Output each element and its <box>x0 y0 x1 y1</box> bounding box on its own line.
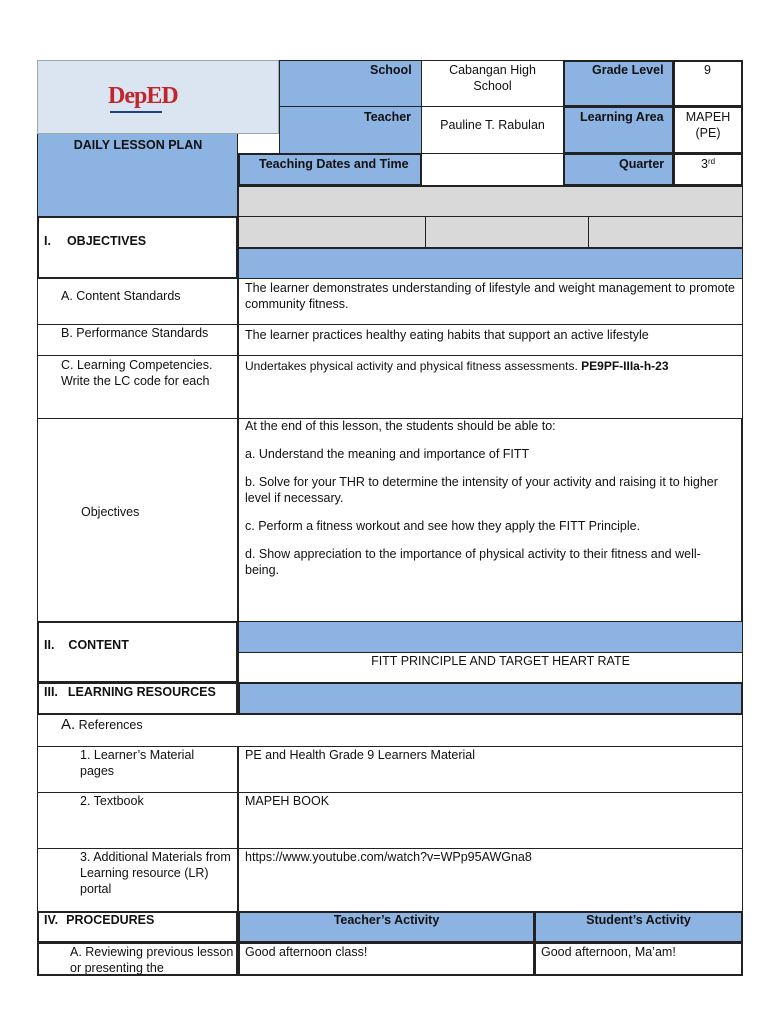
content-heading <box>44 637 129 653</box>
dates-label: Teaching Dates and Time <box>259 157 409 171</box>
additional-value-link[interactable]: https://www.youtube.com/watch?v=WPp95AWGna8 <box>245 850 532 864</box>
resources-blue-band <box>238 682 743 715</box>
quarter-label: Quarter <box>619 157 665 171</box>
lm-label: 1. Learner’s Material pages <box>80 748 195 778</box>
objectives-num: I. <box>44 234 51 248</box>
deped-logo: DepED <box>108 83 178 109</box>
quarter-number: 3 <box>701 157 708 171</box>
textbook-value: MAPEH BOOK <box>245 794 330 808</box>
lc-code: PE9PF-IIIa-h-23 <box>581 359 669 373</box>
quarter-suffix: rd <box>707 157 716 166</box>
procedures-heading <box>44 912 154 928</box>
teacher-label: Teacher <box>364 110 412 124</box>
obj-b: b. Solve for your THR to determine the intensity of your activity and raising it to higher level if necessary. <box>245 475 718 505</box>
obj-label: Objectives <box>81 505 140 519</box>
resources-num: III. <box>44 685 58 699</box>
lm-value: PE and Health Grade 9 Learners Material <box>245 748 475 762</box>
school-label: School <box>370 63 412 77</box>
obj-label-cell <box>37 418 238 622</box>
perf-std-label: B. Performance Standards <box>61 326 209 340</box>
teacher-activity-1: Good afternoon class! <box>245 945 368 959</box>
student-col-header: Student’s Activity <box>586 913 691 927</box>
lc-value <box>245 358 735 374</box>
objectives-heading <box>44 233 146 249</box>
references-letter: A. <box>61 716 76 733</box>
content-topic: FITT PRINCIPLE AND TARGET HEART RATE <box>371 654 630 668</box>
resources-heading <box>44 684 216 700</box>
gray-cell-1 <box>238 216 426 248</box>
gray-cell-3 <box>588 216 743 248</box>
content-std-value: The learner demonstrates understanding of lifestyle and weight management to promote community fitness. <box>245 281 735 311</box>
dates-value-cell <box>421 153 564 186</box>
logo-area <box>37 60 279 134</box>
lc-text: Undertakes physical activity and physical fitness assessments. <box>245 359 578 373</box>
school-value: Cabangan High School <box>449 63 536 93</box>
logo-underline-icon <box>110 111 162 113</box>
grade-value: 9 <box>704 63 711 77</box>
perf-std-value: The learner practices healthy eating habits that support an active lifestyle <box>245 328 649 342</box>
obj-d: d. Show appreciation to the importance of physical activity to their fitness and well-being. <box>245 547 701 577</box>
objectives-blue-band <box>238 248 743 279</box>
obj-c: c. Perform a fitness workout and see how they apply the FITT Principle. <box>245 519 641 533</box>
content-title: CONTENT <box>68 638 129 652</box>
references-text: References <box>78 718 143 732</box>
obj-intro: At the end of this lesson, the students should be able to: <box>245 419 556 433</box>
page-title: DAILY LESSON PLAN <box>73 138 203 152</box>
teacher-value: Pauline T. Rabulan <box>440 118 545 132</box>
references-row <box>37 714 743 747</box>
content-std-label: A. Content Standards <box>61 289 181 303</box>
procedures-title: PROCEDURES <box>66 913 155 927</box>
review-label: A. Reviewing previous lesson or presenting the <box>70 945 234 975</box>
student-activity-1: Good afternoon, Ma’am! <box>541 945 676 959</box>
obj-a: a. Understand the meaning and importance of FITT <box>245 447 530 461</box>
procedures-num: IV. <box>44 913 59 927</box>
grade-label: Grade Level <box>592 63 664 77</box>
additional-label: 3. Additional Materials from Learning resource (LR) portal <box>80 850 231 896</box>
area-value: MAPEH (PE) <box>685 110 731 140</box>
content-num: II. <box>44 638 55 652</box>
resources-title: LEARNING RESOURCES <box>67 685 216 699</box>
gray-cell-2 <box>425 216 589 248</box>
textbook-label: 2. Textbook <box>80 794 144 808</box>
content-blue-band <box>238 621 743 653</box>
references-label <box>61 717 143 733</box>
lc-label: C. Learning Competencies. Write the LC code for each <box>61 358 213 388</box>
objectives-title: OBJECTIVES <box>66 234 147 248</box>
teacher-col-header: Teacher’s Activity <box>333 913 440 927</box>
area-label: Learning Area <box>580 110 664 124</box>
gray-band <box>238 186 743 217</box>
quarter-value <box>701 156 715 172</box>
